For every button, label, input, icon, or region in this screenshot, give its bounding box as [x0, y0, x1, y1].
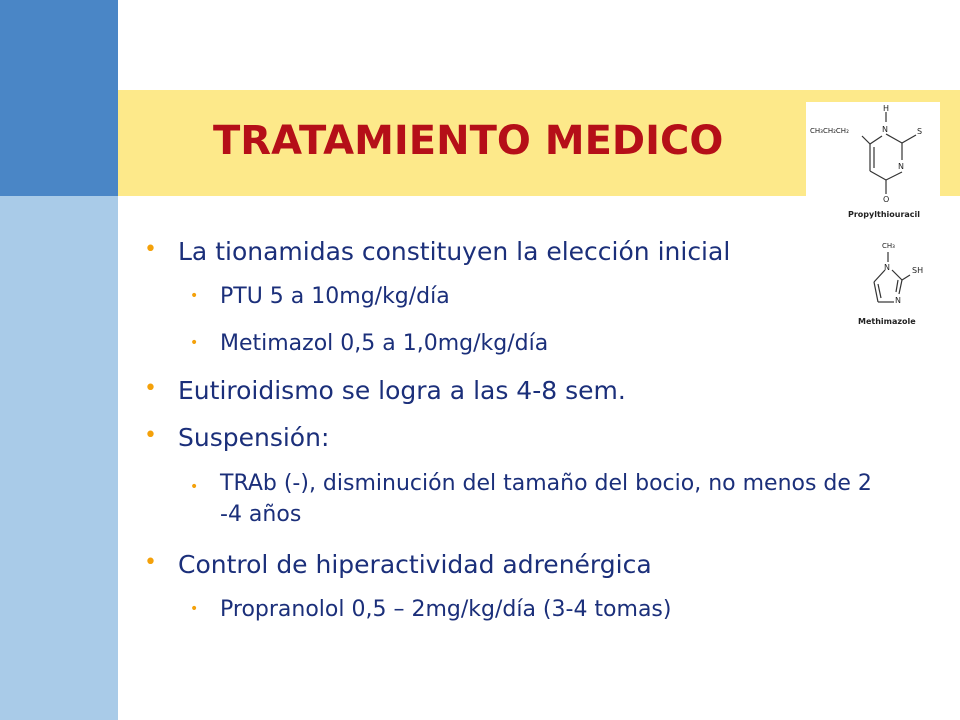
- chemical-structures-figure: [806, 102, 940, 328]
- sub-bullet-item: [190, 468, 900, 530]
- bullet-dot-icon: •: [144, 237, 157, 262]
- bullet-item: [144, 423, 330, 452]
- mmi-methyl-label: CH₃: [882, 242, 895, 250]
- bullet-dot-icon: •: [144, 550, 157, 575]
- bullet-dot-icon: •: [190, 335, 199, 351]
- bullet-dot-icon: •: [190, 288, 199, 304]
- mmi-bond-c2-n3-double: [896, 280, 898, 292]
- bullet-text: Suspensión:: [178, 423, 330, 452]
- bullet-dot-icon: •: [144, 423, 157, 448]
- ptu-bond-n1-c2: [886, 134, 902, 143]
- ptu-bond-c6-n1: [870, 136, 882, 144]
- mmi-bond-c4-c5-double: [878, 284, 881, 298]
- bullet-text: TRAb (-), disminución del tamaño del bocio, no menos de 2 -4 años: [220, 471, 872, 527]
- ptu-atom-s: S: [917, 127, 923, 136]
- mmi-atom-n1: N: [884, 263, 890, 272]
- bullet-text: La tionamidas constituyen la elección inicial: [178, 237, 731, 266]
- bullet-text: PTU 5 a 10mg/kg/día: [220, 284, 450, 309]
- left-accent-bar-dark: [0, 0, 118, 196]
- ptu-structure: [862, 112, 916, 194]
- bullet-dot-icon: •: [144, 376, 157, 401]
- ptu-bond-c6-chain: [862, 136, 870, 144]
- ptu-atom-n1: N: [882, 125, 888, 134]
- mmi-caption: Methimazole: [858, 317, 916, 326]
- mmi-bond-c4-c5: [874, 282, 878, 302]
- slide-title: TRATAMIENTO MEDICO: [213, 118, 724, 164]
- sub-bullet-item: [190, 331, 549, 356]
- mmi-bond-c2-sh: [902, 275, 910, 280]
- ptu-atom-h: H: [883, 104, 890, 113]
- ptu-bond-n3-c4: [886, 172, 902, 180]
- ptu-atom-o: O: [883, 195, 890, 204]
- mmi-group-sh: SH: [912, 266, 924, 275]
- bullet-text: Propranolol 0,5 – 2mg/kg/día (3-4 tomas): [220, 597, 672, 622]
- bullet-text: Metimazol 0,5 a 1,0mg/kg/día: [220, 331, 549, 356]
- mmi-bond-c2-n3: [899, 280, 902, 294]
- left-accent-bar-light: [0, 196, 118, 720]
- bullet-dot-icon: •: [190, 479, 199, 495]
- ptu-caption: Propylthiouracil: [848, 210, 921, 219]
- bullet-item: [144, 376, 626, 405]
- structures-svg: [806, 102, 940, 328]
- sub-bullet-item: [190, 284, 450, 309]
- ptu-chain-label: CH₃CH₂CH₂: [810, 127, 849, 135]
- bullet-dot-icon: •: [190, 601, 199, 617]
- sub-bullet-item: [190, 597, 672, 622]
- bullet-text: Control de hiperactividad adrenérgica: [178, 550, 652, 579]
- bullet-item: [144, 237, 731, 266]
- ptu-bond-c2-s: [902, 135, 916, 143]
- bullet-text: Eutiroidismo se logra a las 4-8 sem.: [178, 376, 626, 405]
- mmi-atom-n3: N: [895, 296, 901, 305]
- ptu-atom-n3: N: [898, 162, 904, 171]
- bullet-item: [144, 550, 652, 579]
- ptu-bond-c4-c5: [870, 171, 886, 180]
- mmi-bond-n1-c2: [892, 270, 902, 280]
- mmi-structure: [874, 252, 910, 302]
